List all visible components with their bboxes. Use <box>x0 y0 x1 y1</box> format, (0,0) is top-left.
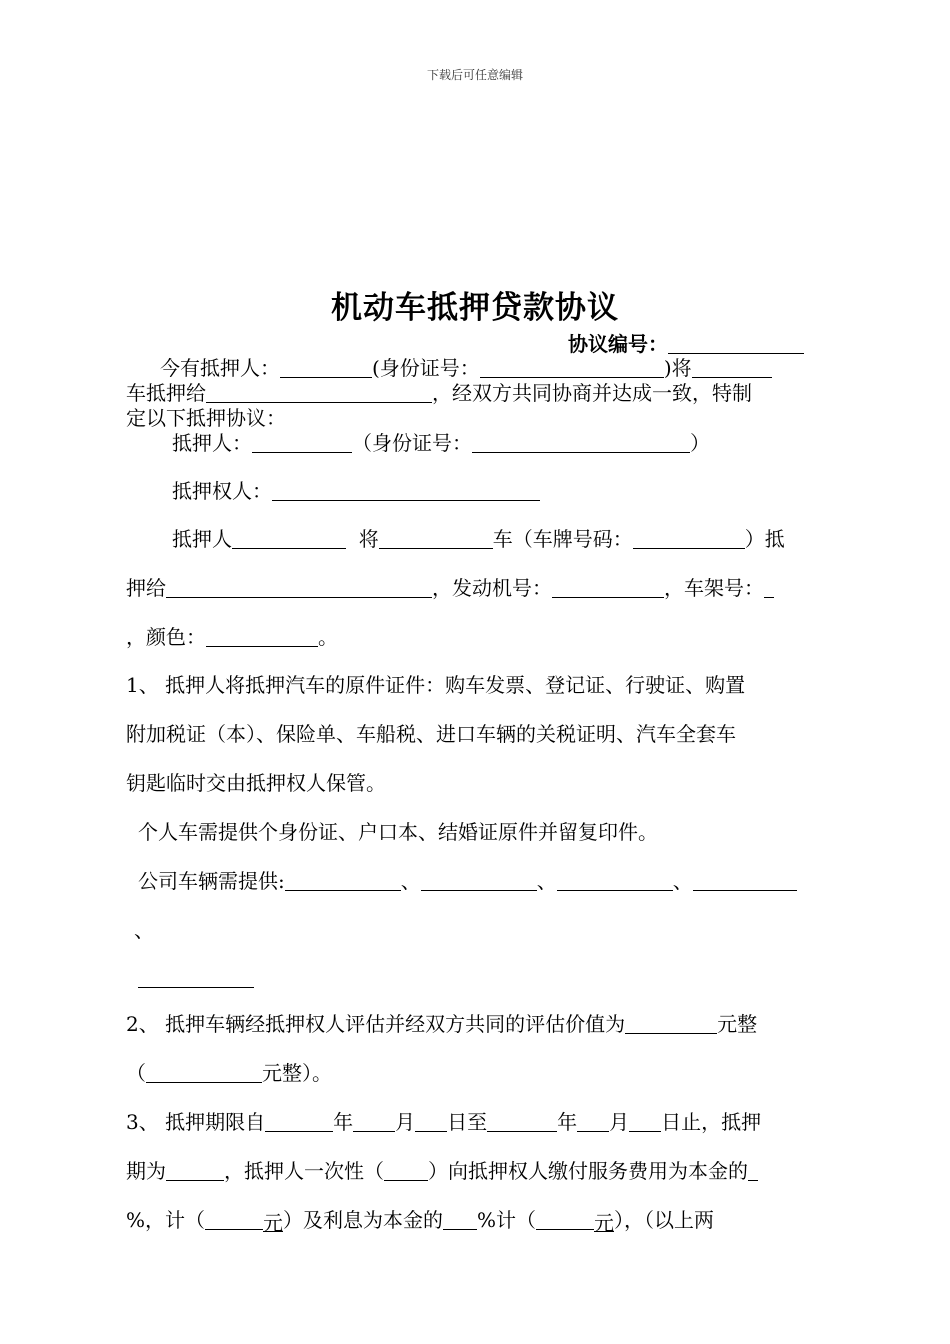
intro-text: (身份证号： <box>372 356 480 380</box>
mortgagor-blank[interactable] <box>252 432 352 453</box>
mortgagor-id-field[interactable] <box>472 432 690 453</box>
text: ）抵 <box>744 527 785 551</box>
start-day-blank[interactable] <box>415 1111 447 1132</box>
agreement-number-label: 协议编号： <box>568 332 668 356</box>
text: 年 <box>557 1110 578 1134</box>
text: %，计（ <box>126 1208 206 1232</box>
text: 押给 <box>126 576 166 600</box>
text: ，颜色： <box>126 625 206 649</box>
vehicle-line-3 <box>126 625 338 649</box>
text: 。 <box>318 625 338 649</box>
text: （ <box>126 1061 146 1085</box>
text: 期为 <box>126 1159 166 1183</box>
interest-amount-blank[interactable] <box>536 1209 594 1230</box>
clause-2-line-1 <box>126 1012 757 1036</box>
company-doc-blank[interactable] <box>138 967 254 988</box>
company-sep-line: 、 <box>134 918 154 942</box>
mortgagee-blank[interactable] <box>166 577 432 598</box>
intro-text: ，经双方共同协商并达成一致，特制 <box>432 381 752 405</box>
mortgagor-id-blank[interactable] <box>480 357 664 378</box>
text: ，车架号： <box>664 576 764 600</box>
text: ）及利息为本金的 <box>283 1208 444 1232</box>
page-header: 下载后可任意编辑 <box>426 68 523 82</box>
text: 日至 <box>447 1110 488 1134</box>
text: 日止，抵押 <box>661 1110 762 1134</box>
color-blank[interactable] <box>206 626 318 647</box>
clause-3-line-3 <box>126 1208 715 1235</box>
text: ）向抵押权人缴付服务费用为本金的 <box>428 1159 748 1183</box>
intro-line-3: 定以下抵押协议： <box>126 406 286 430</box>
end-day-blank[interactable] <box>629 1111 661 1132</box>
text: 元整 <box>717 1012 758 1036</box>
company-doc-extra <box>138 966 254 990</box>
mortgagor-label: 抵押人： <box>172 431 252 455</box>
end-year-blank[interactable] <box>487 1111 557 1132</box>
text: 将 <box>358 527 379 551</box>
chassis-number-blank[interactable] <box>764 577 774 598</box>
payment-blank[interactable] <box>384 1160 428 1181</box>
agreement-number-blank[interactable] <box>668 333 804 354</box>
mortgagee-label: 抵押权人： <box>172 479 272 503</box>
vehicle-make-blank[interactable] <box>379 528 493 549</box>
text: 3、 抵押期限自 <box>126 1110 266 1134</box>
clause-1-line-3: 钥匙临时交由抵押权人保管。 <box>126 771 386 795</box>
mortgagor-blank[interactable] <box>232 528 346 549</box>
text: 元 <box>594 1211 615 1235</box>
mortgagee-blank[interactable] <box>206 382 432 403</box>
agreement-number-line <box>568 332 804 356</box>
interest-rate-blank[interactable] <box>443 1209 477 1230</box>
intro-text: 今有抵押人： <box>160 356 280 380</box>
end-month-blank[interactable] <box>577 1111 609 1132</box>
company-label: 公司车辆需提供: <box>138 869 285 893</box>
plate-number-blank[interactable] <box>633 528 745 549</box>
separator: 、 <box>536 869 557 893</box>
engine-number-blank[interactable] <box>552 577 664 598</box>
vehicle-blank[interactable] <box>692 357 772 378</box>
text: 抵押人 <box>172 527 232 551</box>
company-doc-blank[interactable] <box>693 870 797 891</box>
valuation-blank[interactable] <box>625 1013 717 1034</box>
term-blank[interactable] <box>166 1160 224 1181</box>
intro-line-2 <box>126 381 752 405</box>
company-doc-blank[interactable] <box>285 870 401 891</box>
mortgagee-line <box>172 479 540 503</box>
clause-2-line-2 <box>126 1061 332 1085</box>
separator: 、 <box>400 869 421 893</box>
text: 2、 抵押车辆经抵押权人评估并经双方共同的评估价值为 <box>126 1012 626 1036</box>
mortgagor-line <box>172 431 710 455</box>
start-year-blank[interactable] <box>265 1111 333 1132</box>
clause-1-line-1: 1、 抵押人将抵押汽车的原件证件：购车发票、登记证、行驶证、购置 <box>126 673 746 697</box>
document-title: 机动车抵押贷款协议 <box>331 290 619 326</box>
text: ，抵押人一次性（ <box>224 1159 384 1183</box>
text: 月 <box>395 1110 416 1134</box>
text: 月 <box>609 1110 630 1134</box>
mortgagee-field[interactable] <box>272 480 540 501</box>
intro-text: 车抵押给 <box>126 381 206 405</box>
text: ），（以上两 <box>614 1208 715 1232</box>
text: 车（车牌号码： <box>492 527 633 551</box>
fee-rate-blank[interactable] <box>748 1160 758 1181</box>
personal-vehicle-note: 个人车需提供个身份证、户口本、结婚证原件并留复印件。 <box>138 820 658 844</box>
intro-text: )将 <box>663 356 692 380</box>
start-month-blank[interactable] <box>353 1111 395 1132</box>
text: %计（ <box>477 1208 537 1232</box>
text: 年 <box>333 1110 354 1134</box>
text: 元整）。 <box>262 1061 332 1085</box>
clause-3-line-1 <box>126 1110 761 1134</box>
clause-3-line-2 <box>126 1159 758 1183</box>
company-doc-blank[interactable] <box>421 870 537 891</box>
intro-line-1 <box>160 356 772 380</box>
valuation-words-blank[interactable] <box>146 1062 262 1083</box>
text: ，发动机号： <box>432 576 552 600</box>
vehicle-line-1 <box>172 527 785 551</box>
vehicle-line-2 <box>126 576 774 600</box>
clause-1-line-2: 附加税证（本）、保险单、车船税、进口车辆的关税证明、汽车全套车 <box>126 722 736 746</box>
fee-amount-blank[interactable] <box>205 1209 263 1230</box>
id-label: （身份证号： <box>352 431 472 455</box>
mortgagor-name-blank[interactable] <box>280 357 372 378</box>
id-close: ） <box>690 431 710 455</box>
company-vehicle-line <box>138 869 797 893</box>
text: 元 <box>263 1211 284 1235</box>
separator: 、 <box>672 869 693 893</box>
company-doc-blank[interactable] <box>557 870 673 891</box>
